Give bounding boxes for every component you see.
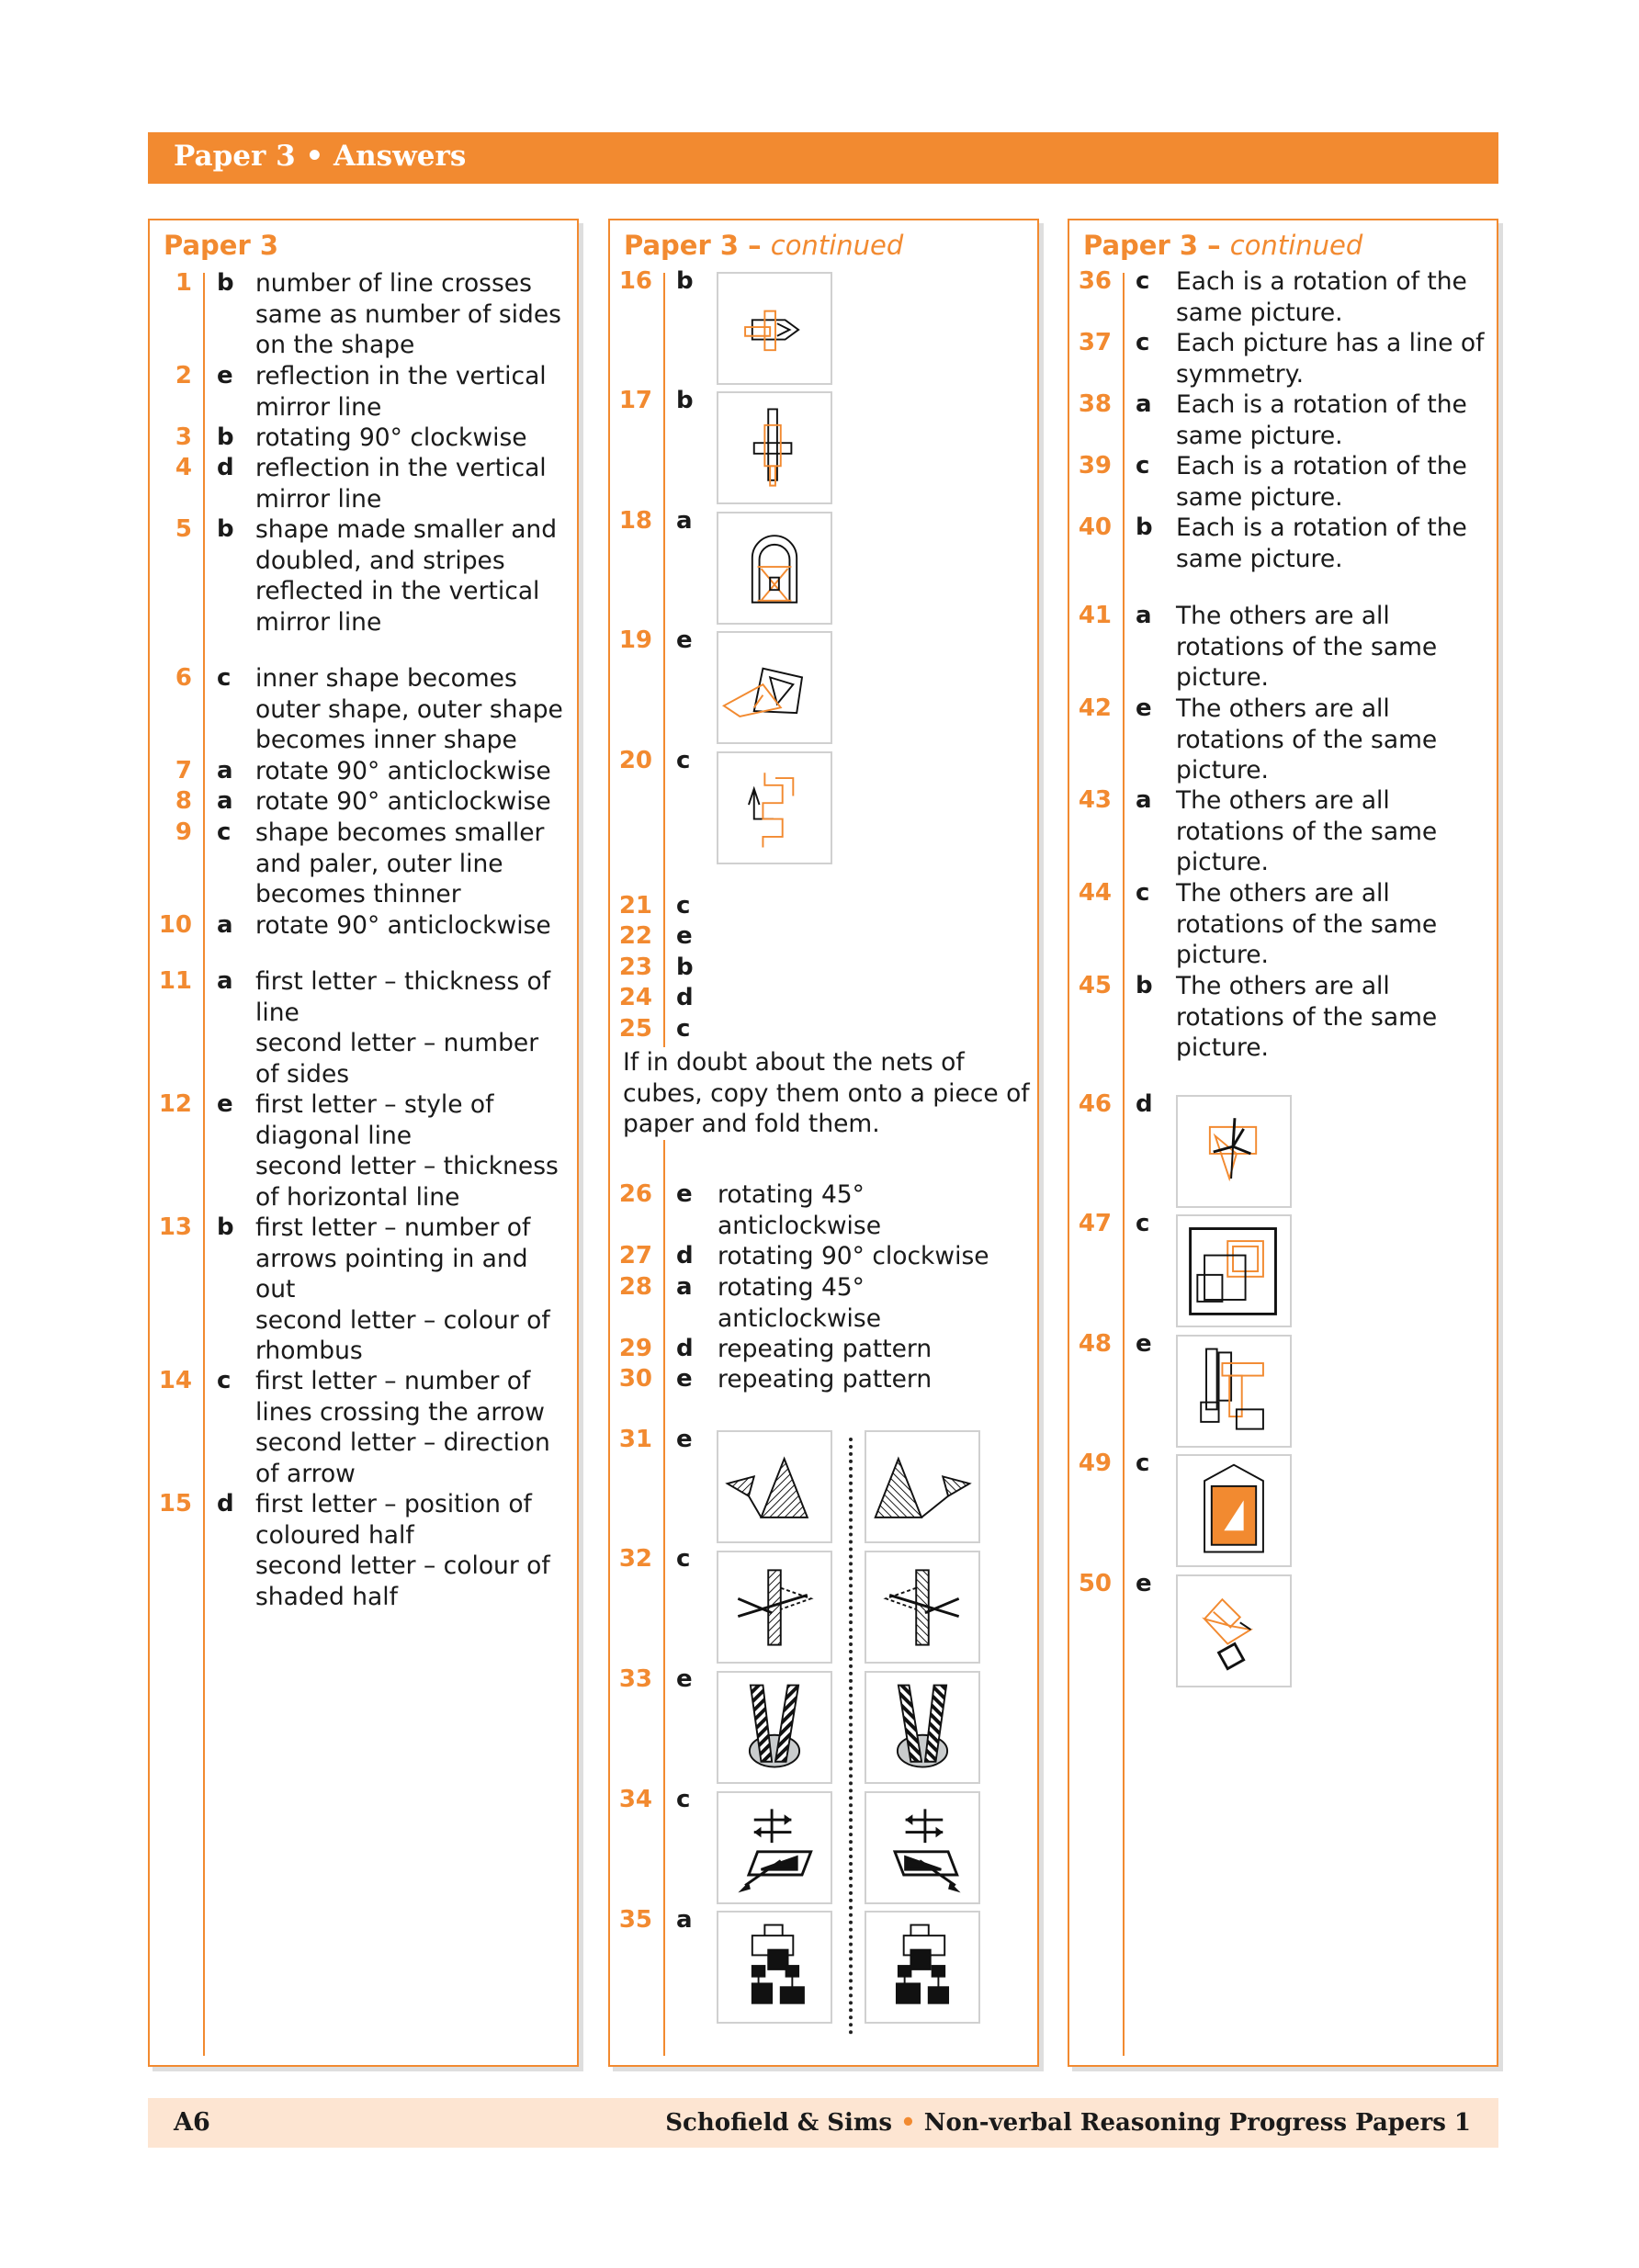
answer-letter: a — [1136, 786, 1152, 814]
answer-letter: d — [217, 454, 234, 481]
answer-letter: a — [217, 787, 233, 815]
answer-explanation: shape becomes smaller and paler, outer line becomes thinner — [255, 818, 545, 908]
question-number: 46 — [1078, 1090, 1112, 1118]
answer-letter: c — [1136, 1210, 1150, 1237]
answer-letter: c — [676, 1786, 691, 1813]
question-number: 12 — [158, 1090, 192, 1118]
answer-letter: a — [1136, 602, 1152, 629]
question-number: 40 — [1078, 513, 1112, 541]
question-number: 9 — [175, 818, 192, 846]
answer-letter: b — [676, 387, 694, 414]
question-number: 49 — [1078, 1450, 1112, 1477]
answer-explanation: rotate 90° anticlockwise — [255, 757, 551, 785]
heading-continued: continued — [770, 230, 904, 261]
question-number: 38 — [1078, 390, 1112, 418]
answer-explanation: first letter – style of diagonal line second letter – thickness of horizontal line — [255, 1090, 559, 1212]
answer-figure-46 — [1176, 1095, 1292, 1208]
question-number: 39 — [1078, 452, 1112, 480]
answer-letter: b — [676, 953, 694, 981]
answer-letter: b — [217, 423, 234, 451]
answer-explanation: shape made smaller and doubled, and stripes reflected in the vertical mirror line — [255, 515, 558, 637]
question-number: 37 — [1078, 329, 1112, 356]
answer-letter: e — [676, 1180, 693, 1208]
answer-explanation: The others are all rotations of the same picture. — [1176, 879, 1438, 969]
answers-column-1 — [148, 219, 579, 2067]
page-title: Paper 3 • Answers — [174, 140, 467, 173]
answer-figure-33-left — [717, 1671, 832, 1784]
question-number: 8 — [175, 787, 192, 815]
answer-explanation: first letter – number of arrows pointing in and out second letter – colour of rhombus — [255, 1213, 550, 1365]
question-number: 44 — [1078, 879, 1112, 907]
answer-letter: e — [676, 1665, 693, 1693]
answer-explanation: rotating 90° clockwise — [255, 423, 527, 452]
answer-letter: b — [1136, 513, 1153, 541]
answer-letter: c — [217, 818, 232, 846]
question-number: 6 — [175, 664, 192, 692]
heading-main: Paper 3 – — [1083, 230, 1230, 261]
answer-explanation: Each is a rotation of the same picture. — [1176, 513, 1467, 573]
answer-letter: a — [676, 507, 693, 535]
column-divider — [1123, 273, 1125, 2056]
footer-separator: • — [900, 2109, 916, 2137]
answer-letter: a — [217, 967, 233, 995]
question-number: 20 — [618, 747, 652, 774]
answer-letter: a — [676, 1273, 693, 1301]
answer-explanation: rotating 45° anticlockwise — [718, 1180, 881, 1240]
answer-explanation: rotating 45° anticlockwise — [718, 1273, 881, 1333]
publisher-name: Schofield & Sims — [665, 2109, 893, 2137]
question-number: 48 — [1078, 1330, 1112, 1358]
answer-letter: c — [217, 1367, 232, 1394]
answer-letter: c — [676, 747, 691, 774]
answer-letter: e — [217, 1090, 233, 1118]
answer-figure-50 — [1176, 1574, 1292, 1687]
answer-figure-17 — [717, 391, 832, 504]
question-number: 10 — [158, 911, 192, 939]
question-number: 16 — [618, 267, 652, 295]
series-title: Non-verbal Reasoning Progress Papers 1 — [923, 2109, 1471, 2137]
question-number: 21 — [618, 892, 652, 920]
answer-explanation: inner shape becomes outer shape, outer shape becomes inner shape — [255, 664, 563, 754]
question-number: 30 — [618, 1365, 652, 1393]
answer-letter: d — [676, 984, 694, 1011]
answer-explanation: first letter – thickness of line second letter – number of sides — [255, 967, 551, 1089]
question-number: 22 — [618, 922, 652, 950]
question-number: 7 — [175, 757, 192, 784]
answer-explanation: Each is a rotation of the same picture. — [1176, 390, 1467, 450]
answer-letter: c — [1136, 267, 1150, 295]
dotted-divider — [849, 1438, 853, 2035]
answer-explanation: repeating pattern — [718, 1365, 933, 1394]
column-heading: Paper 3 — [164, 230, 279, 261]
answer-explanation: Each is a rotation of the same picture. — [1176, 452, 1467, 512]
answer-letter: d — [676, 1242, 694, 1269]
answer-letter: d — [1136, 1090, 1153, 1118]
answers-column-3 — [1068, 219, 1498, 2067]
question-number: 32 — [618, 1545, 652, 1573]
column-divider — [663, 273, 665, 2056]
answer-explanation: number of line crosses same as number of sides on the shape — [255, 269, 561, 359]
answer-figure-33-right — [865, 1671, 980, 1784]
answer-letter: e — [676, 626, 693, 654]
answer-letter: c — [1136, 329, 1150, 356]
question-number: 36 — [1078, 267, 1112, 295]
question-number: 47 — [1078, 1210, 1112, 1237]
header-banner — [148, 132, 1498, 184]
answer-explanation: reflection in the vertical mirror line — [255, 362, 547, 422]
answer-letter: b — [676, 267, 694, 295]
column-heading — [1083, 230, 1362, 261]
question-number: 1 — [175, 269, 192, 297]
answer-letter: b — [1136, 972, 1153, 999]
answer-letter: e — [1136, 1570, 1152, 1597]
question-number: 42 — [1078, 694, 1112, 722]
answer-letter: d — [217, 1490, 234, 1518]
question-number: 4 — [175, 454, 192, 481]
heading-main: Paper 3 – — [624, 230, 771, 261]
column-divider — [203, 273, 205, 2056]
answer-letter: e — [1136, 1330, 1152, 1358]
answer-figure-20 — [717, 751, 832, 864]
answer-letter: c — [217, 664, 232, 692]
question-number: 28 — [618, 1273, 652, 1301]
answer-figure-34-left — [717, 1791, 832, 1904]
answer-explanation: first letter – number of lines crossing the arrow second letter – direction of arrow — [255, 1367, 550, 1488]
column-heading — [624, 230, 903, 261]
answer-explanation: rotating 90° clockwise — [718, 1242, 989, 1270]
answer-letter: d — [676, 1335, 694, 1362]
question-number: 17 — [618, 387, 652, 414]
answer-letter: c — [676, 892, 691, 920]
answer-letter: e — [217, 362, 233, 389]
question-number: 24 — [618, 984, 652, 1011]
answer-figure-47 — [1176, 1214, 1292, 1327]
answer-letter: b — [217, 515, 234, 543]
question-number: 29 — [618, 1335, 652, 1362]
answer-letter: c — [1136, 1450, 1150, 1477]
question-number: 33 — [618, 1665, 652, 1693]
answer-figure-32-left — [717, 1551, 832, 1664]
nets-of-cubes-note: If in doubt about the nets of cubes, copy them onto a piece of paper and fold them. — [623, 1047, 1032, 1140]
question-number: 3 — [175, 423, 192, 451]
answer-explanation: rotate 90° anticlockwise — [255, 787, 551, 816]
answer-letter: b — [217, 269, 234, 297]
answer-explanation: repeating pattern — [718, 1335, 933, 1363]
answer-letter: e — [676, 1426, 693, 1453]
question-number: 25 — [618, 1015, 652, 1043]
answer-figure-49 — [1176, 1454, 1292, 1567]
answer-letter: e — [676, 1365, 693, 1393]
answer-letter: a — [1136, 390, 1152, 418]
answer-letter: a — [217, 911, 233, 939]
question-number: 34 — [618, 1786, 652, 1813]
question-number: 11 — [158, 967, 192, 995]
answer-explanation: reflection in the vertical mirror line — [255, 454, 547, 513]
answer-explanation: first letter – position of coloured half second letter – colour of shaded half — [255, 1490, 550, 1611]
answer-explanation: The others are all rotations of the same picture. — [1176, 694, 1438, 784]
question-number: 5 — [175, 515, 192, 543]
page-number: A6 — [174, 2108, 210, 2137]
answer-figure-18 — [717, 512, 832, 625]
answer-figure-16 — [717, 272, 832, 385]
question-number: 31 — [618, 1426, 652, 1453]
question-number: 13 — [158, 1213, 192, 1241]
answer-figure-35-left — [717, 1911, 832, 2024]
footer-credit — [665, 2109, 1471, 2137]
answer-figure-35-right — [865, 1911, 980, 2024]
question-number: 18 — [618, 507, 652, 535]
answer-letter: e — [676, 922, 693, 950]
answer-letter: c — [1136, 452, 1150, 480]
answer-explanation: The others are all rotations of the same picture. — [1176, 602, 1438, 692]
question-number: 27 — [618, 1242, 652, 1269]
question-number: 43 — [1078, 786, 1112, 814]
answer-letter: c — [1136, 879, 1150, 907]
question-number: 14 — [158, 1367, 192, 1394]
answer-explanation: rotate 90° anticlockwise — [255, 911, 551, 940]
answer-letter: a — [676, 1906, 693, 1934]
question-number: 35 — [618, 1906, 652, 1934]
heading-continued: continued — [1229, 230, 1363, 261]
answer-letter: e — [1136, 694, 1152, 722]
answer-letter: c — [676, 1545, 691, 1573]
answer-figure-19 — [717, 631, 832, 744]
answer-figure-32-right — [865, 1551, 980, 1664]
answers-column-2 — [608, 219, 1039, 2067]
question-number: 26 — [618, 1180, 652, 1208]
answer-figure-34-right — [865, 1791, 980, 1904]
answer-letter: b — [217, 1213, 234, 1241]
answer-figure-31-left — [717, 1430, 832, 1543]
question-number: 23 — [618, 953, 652, 981]
answer-explanation: Each picture has a line of symmetry. — [1176, 329, 1485, 389]
question-number: 45 — [1078, 972, 1112, 999]
answer-letter: a — [217, 757, 233, 784]
page-footer — [148, 2098, 1498, 2148]
question-number: 41 — [1078, 602, 1112, 629]
answer-figure-48 — [1176, 1335, 1292, 1448]
answer-explanation: Each is a rotation of the same picture. — [1176, 267, 1467, 327]
answer-explanation: The others are all rotations of the same picture. — [1176, 786, 1438, 876]
answer-explanation: The others are all rotations of the same picture. — [1176, 972, 1438, 1062]
question-number: 2 — [175, 362, 192, 389]
question-number: 15 — [158, 1490, 192, 1518]
question-number: 19 — [618, 626, 652, 654]
answer-letter: c — [676, 1015, 691, 1043]
question-number: 50 — [1078, 1570, 1112, 1597]
answer-figure-31-right — [865, 1430, 980, 1543]
